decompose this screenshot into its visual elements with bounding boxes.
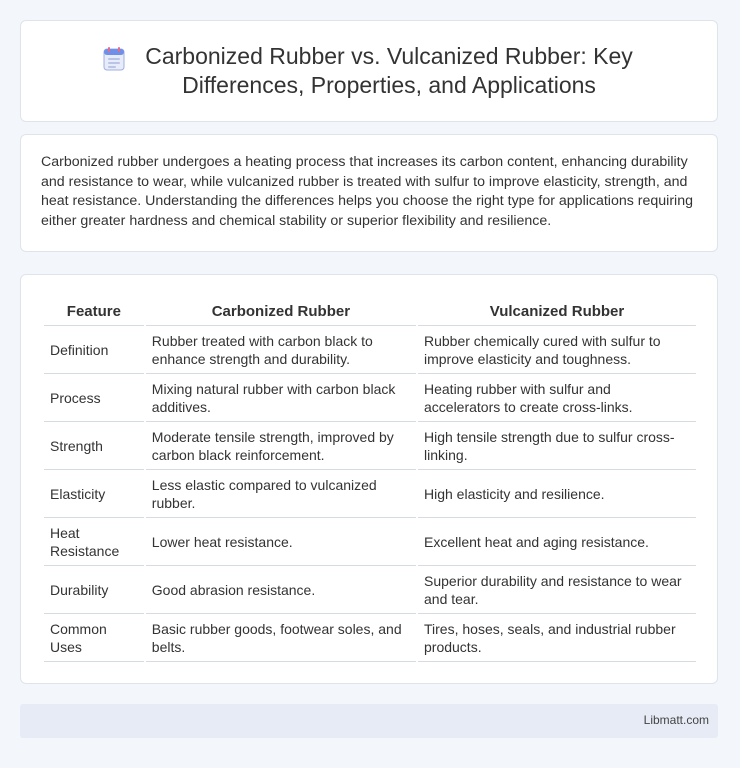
footer-brand-link[interactable]: Libmatt.com	[643, 713, 709, 727]
intro-card	[20, 134, 718, 252]
carbonized-cell: Mixing natural rubber with carbon black additives.	[146, 374, 416, 422]
intro-paragraph: Carbonized rubber undergoes a heating process that increases its carbon content, enhancing durability and resistance to wear, while vulcanized rubber is treated with sulfur to improve elasticity, strength, and heat resistance. Understanding the differences helps you choose the right type for applications requiring either greater hardness and chemical stability or superior flexibility and resilience.	[41, 154, 693, 229]
table-row	[44, 614, 696, 662]
vulcanized-cell: High tensile strength due to sulfur cross-linking.	[418, 422, 696, 470]
comparison-table	[42, 293, 698, 662]
feature-cell: Common Uses	[44, 614, 144, 662]
vulcanized-cell: Heating rubber with sulfur and accelerators to create cross-links.	[418, 374, 696, 422]
header-vulcanized: Vulcanized Rubber	[418, 293, 696, 326]
carbonized-cell: Moderate tensile strength, improved by carbon black reinforcement.	[146, 422, 416, 470]
carbonized-cell: Less elastic compared to vulcanized rubber.	[146, 470, 416, 518]
feature-cell: Definition	[44, 326, 144, 374]
table-row	[44, 470, 696, 518]
header-feature: Feature	[44, 293, 144, 326]
table-row	[44, 326, 696, 374]
comparison-card	[20, 274, 718, 684]
table-row	[44, 374, 696, 422]
feature-cell: Strength	[44, 422, 144, 470]
feature-cell: Durability	[44, 566, 144, 614]
feature-cell: Process	[44, 374, 144, 422]
carbonized-cell: Rubber treated with carbon black to enhance strength and durability.	[146, 326, 416, 374]
carbonized-cell: Good abrasion resistance.	[146, 566, 416, 614]
vulcanized-cell: Excellent heat and aging resistance.	[418, 518, 696, 566]
page-title: Carbonized Rubber vs. Vulcanized Rubber: Key Differences, Properties, and Applications	[145, 43, 633, 98]
carbonized-cell: Basic rubber goods, footwear soles, and belts.	[146, 614, 416, 662]
feature-cell: Heat Resistance	[44, 518, 144, 566]
table-row	[44, 566, 696, 614]
title-card	[20, 20, 718, 122]
feature-cell: Elasticity	[44, 470, 144, 518]
vulcanized-cell: High elasticity and resilience.	[418, 470, 696, 518]
vulcanized-cell: Rubber chemically cured with sulfur to improve elasticity and toughness.	[418, 326, 696, 374]
footer-bar	[20, 704, 718, 738]
table-header-row	[44, 293, 696, 326]
table-row	[44, 422, 696, 470]
vulcanized-cell: Tires, hoses, seals, and industrial rubber products.	[418, 614, 696, 662]
vulcanized-cell: Superior durability and resistance to wear and tear.	[418, 566, 696, 614]
carbonized-cell: Lower heat resistance.	[146, 518, 416, 566]
table-row	[44, 518, 696, 566]
header-carbonized: Carbonized Rubber	[146, 293, 416, 326]
